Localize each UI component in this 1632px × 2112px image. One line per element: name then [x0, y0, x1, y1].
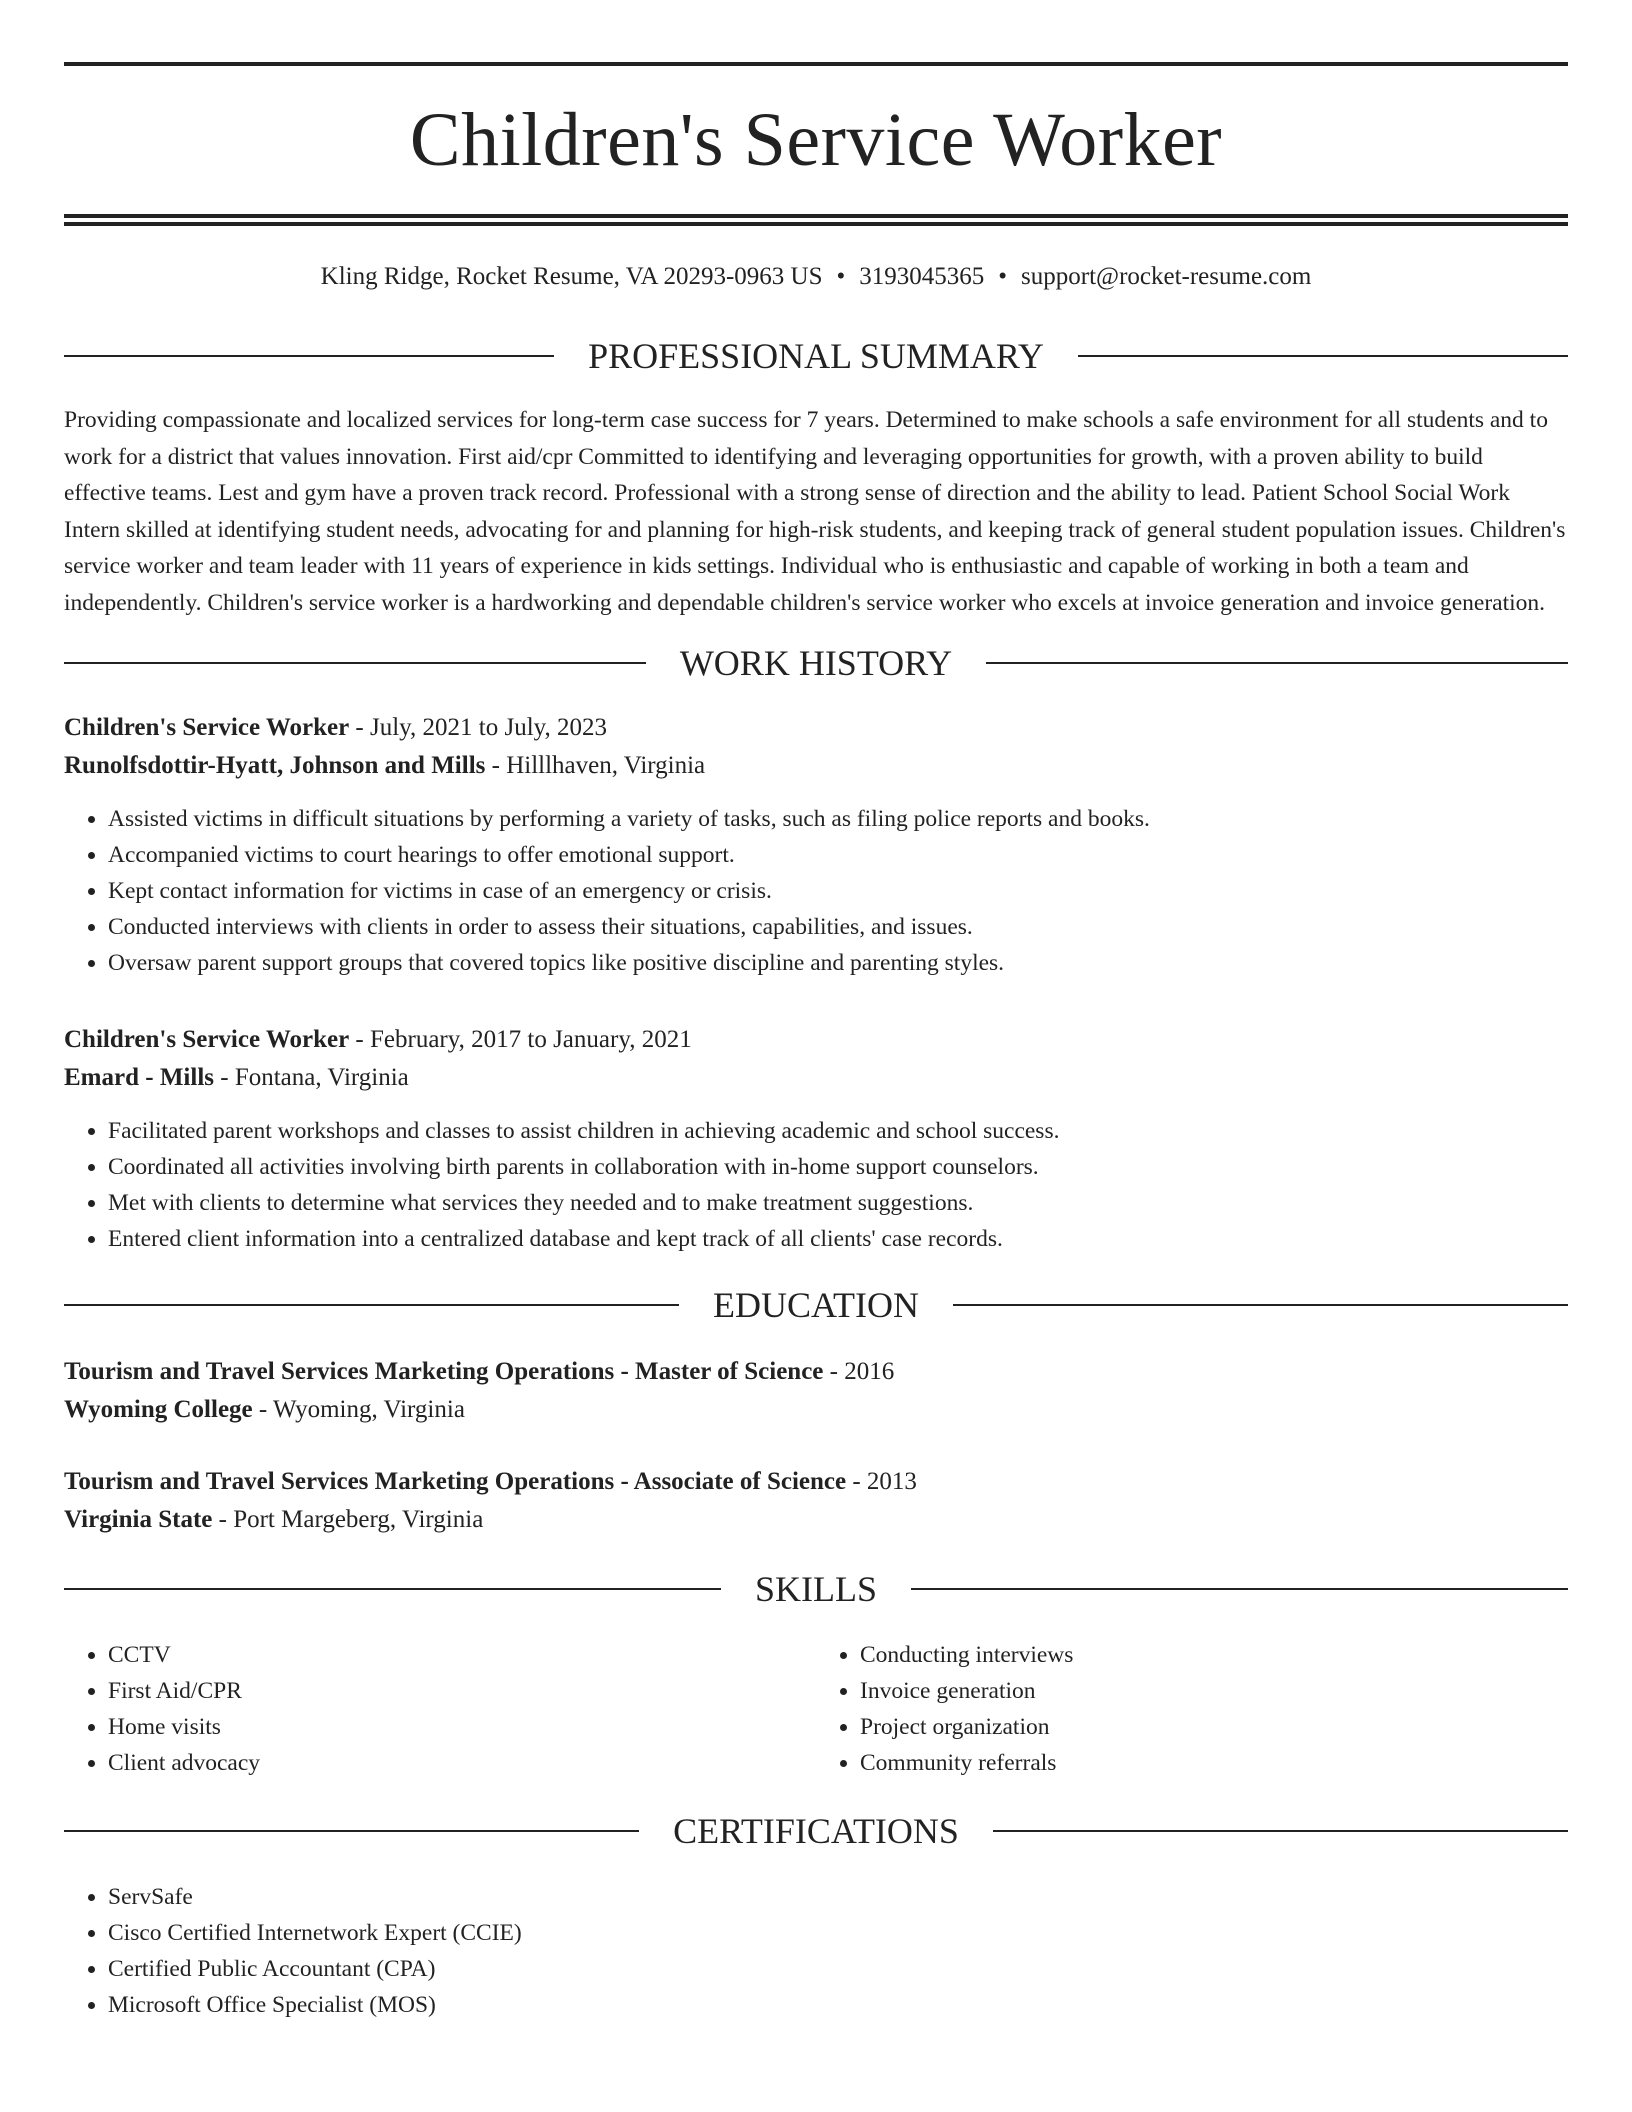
education-heading-label: EDUCATION	[713, 1284, 919, 1325]
contact-separator: •	[836, 263, 846, 290]
job-company: Emard - Mills	[64, 1063, 214, 1091]
job-company-line	[64, 747, 1568, 785]
heading-rule-right	[993, 1830, 1568, 1832]
degree-line	[64, 1353, 1568, 1391]
title-double-rule	[64, 214, 1568, 226]
job-location: - Hilllhaven, Virginia	[485, 751, 706, 779]
skills-columns	[64, 1637, 1568, 1781]
job-dates: - February, 2017 to January, 2021	[349, 1025, 692, 1053]
certification-item: • Cisco Certified Internetwork Expert (CCIE)	[108, 1915, 1568, 1951]
job-bullet: • Facilitated parent workshops and classes to assist children in achieving academic and school success.	[108, 1113, 1568, 1149]
skill-item: • Home visits	[108, 1709, 816, 1745]
work-heading-label: WORK HISTORY	[679, 642, 953, 683]
school-location: - Wyoming, Virginia	[252, 1395, 465, 1423]
heading-rule-right	[986, 662, 1568, 664]
job-bullet: • Assisted victims in difficult situations by performing a variety of tasks, such as filing police reports and books.	[108, 801, 1568, 837]
resume-title: Children's Service Worker	[409, 98, 1223, 182]
contact-address: Kling Ridge, Rocket Resume, VA 20293-0963 US	[320, 263, 823, 290]
job-entry	[64, 709, 1568, 981]
job-title: Children's Service Worker	[64, 1025, 350, 1053]
job-bullet: • Kept contact information for victims in case of an emergency or crisis.	[108, 873, 1568, 909]
education-heading	[64, 1284, 1568, 1325]
certification-item: • Microsoft Office Specialist (MOS)	[108, 1987, 1568, 2023]
job-bullets	[64, 801, 1568, 981]
contact-separator: •	[998, 263, 1008, 290]
skill-item: • Project organization	[860, 1709, 1568, 1745]
job-bullet: • Coordinated all activities involving birth parents in collaboration with in-home support counselors.	[108, 1149, 1568, 1185]
job-location: - Fontana, Virginia	[214, 1063, 409, 1091]
certifications-heading-label: CERTIFICATIONS	[673, 1810, 959, 1851]
job-bullet: • Entered client information into a centralized database and kept track of all clients' case records.	[108, 1221, 1568, 1257]
school-line	[64, 1501, 1568, 1539]
contact-email: support@rocket-resume.com	[1021, 263, 1312, 290]
certification-item: • ServSafe	[108, 1879, 1568, 1915]
degree-line	[64, 1463, 1568, 1501]
job-bullet: • Oversaw parent support groups that covered topics like positive discipline and parenting styles.	[108, 945, 1568, 981]
skill-item: • Community referrals	[860, 1745, 1568, 1781]
skill-item: • Client advocacy	[108, 1745, 816, 1781]
job-title: Children's Service Worker	[64, 713, 350, 741]
job-company-line	[64, 1059, 1568, 1097]
heading-rule-left	[64, 1588, 721, 1590]
skills-list-right	[816, 1637, 1568, 1781]
skill-item: • CCTV	[108, 1637, 816, 1673]
summary-heading-label: PROFESSIONAL SUMMARY	[588, 336, 1044, 376]
skills-heading	[64, 1568, 1568, 1609]
heading-rule-right	[911, 1588, 1568, 1590]
top-rule	[64, 62, 1568, 66]
job-title-line	[64, 1021, 1568, 1059]
skill-item: • First Aid/CPR	[108, 1673, 816, 1709]
school-line	[64, 1391, 1568, 1429]
skill-item: • Conducting interviews	[860, 1637, 1568, 1673]
job-entry	[64, 1021, 1568, 1257]
certifications-list	[64, 1879, 1568, 2023]
job-bullet: • Conducted interviews with clients in order to assess their situations, capabilities, and issues.	[108, 909, 1568, 945]
job-title-line	[64, 709, 1568, 747]
skills-list-left	[64, 1637, 816, 1781]
degree: Tourism and Travel Services Marketing Operations - Associate of Science	[64, 1467, 847, 1495]
heading-rule-left	[64, 1830, 639, 1832]
heading-rule-left	[64, 1304, 679, 1306]
job-bullet: • Met with clients to determine what services they needed and to make treatment suggestions.	[108, 1185, 1568, 1221]
education-entry	[64, 1463, 1568, 1539]
work-heading	[64, 642, 1568, 683]
heading-rule-right	[953, 1304, 1568, 1306]
degree: Tourism and Travel Services Marketing Operations - Master of Science	[64, 1357, 824, 1385]
degree-year: - 2016	[823, 1357, 895, 1385]
school: Wyoming College	[64, 1395, 253, 1423]
job-company: Runolfsdottir-Hyatt, Johnson and Mills	[64, 751, 486, 779]
summary-heading	[64, 338, 1568, 374]
job-bullet: • Accompanied victims to court hearings to offer emotional support.	[108, 837, 1568, 873]
heading-rule-right	[1078, 355, 1568, 357]
degree-year: - 2013	[846, 1467, 917, 1495]
skills-heading-label: SKILLS	[755, 1568, 878, 1609]
heading-rule-left	[64, 355, 554, 357]
skill-item: • Invoice generation	[860, 1673, 1568, 1709]
certification-item: • Certified Public Accountant (CPA)	[108, 1951, 1568, 1987]
contact-line	[64, 262, 1568, 292]
heading-rule-left	[64, 662, 646, 664]
certifications-heading	[64, 1810, 1568, 1851]
job-dates: - July, 2021 to July, 2023	[349, 713, 608, 741]
contact-phone: 3193045365	[859, 263, 985, 290]
education-entry	[64, 1353, 1568, 1429]
school-location: - Port Margeberg, Virginia	[212, 1505, 484, 1533]
job-bullets	[64, 1113, 1568, 1257]
certifications-list-wrap	[64, 1879, 1568, 2023]
summary-text: Providing compassionate and localized services for long-term case success for 7 years. Determined to make schools a safe environment for all students and to work for a district that values innovation. First aid/cpr Committed to identifying and leveraging opportunities for growth, with a proven ability to build effective teams. Lest and gym have a proven track record. Professional with a strong sense of direction and the ability to lead. Patient School Social Work Intern skilled at identifying student needs, advocating for and planning for high-risk students, and keeping track of general student population issues. Children's service worker and team leader with 11 years of experience in kids settings. Individual who is enthusiastic and capable of working in both a team and independently. Children's service worker is a hardworking and dependable children's service worker who excels at invoice generation and invoice generation.	[64, 407, 1566, 616]
school: Virginia State	[64, 1505, 213, 1533]
